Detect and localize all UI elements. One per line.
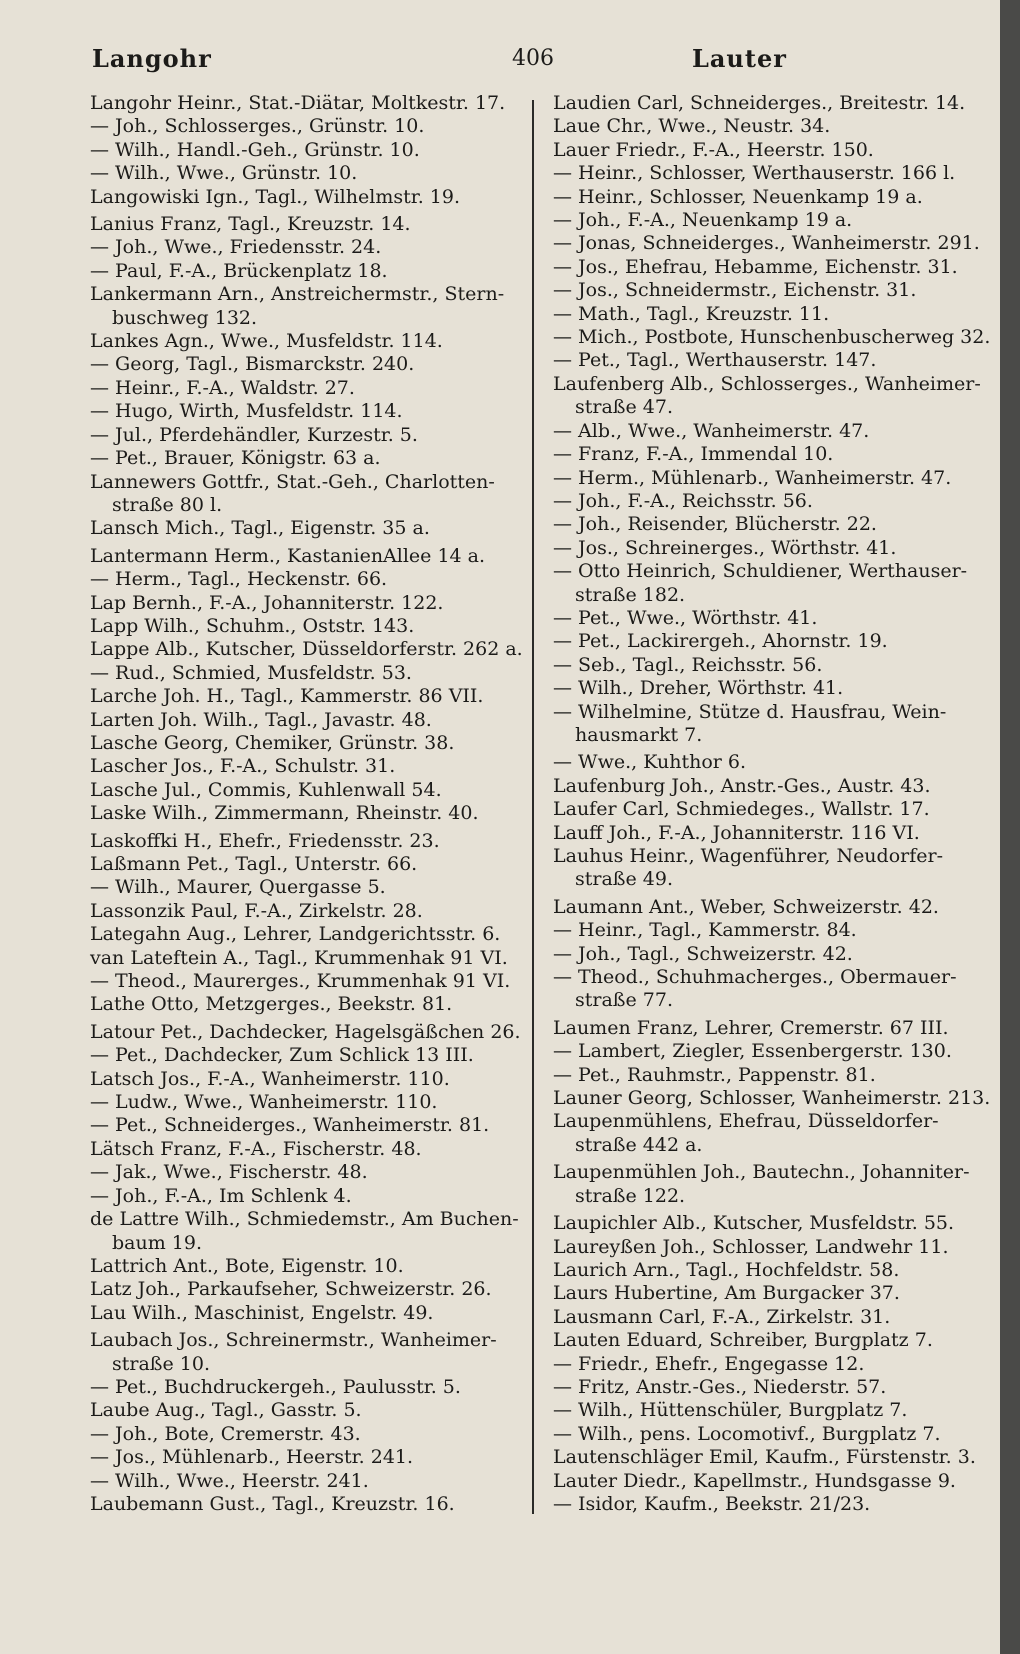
- directory-entry: [90, 1161, 510, 1184]
- directory-entry: [90, 732, 510, 755]
- entry-text: Lategahn Aug., Lehrer, Landgerichtsstr. 6.: [90, 923, 501, 946]
- entry-continuation: straße 77.: [575, 989, 673, 1012]
- directory-entry: [553, 919, 985, 942]
- entry-text: — Pet., Tagl., Werthauserstr. 147.: [553, 349, 877, 372]
- directory-entry: [553, 677, 985, 700]
- entry-text: — Joh., Tagl., Schweizerstr. 42.: [553, 942, 853, 965]
- entry-continuation: baum 19.: [112, 1231, 202, 1254]
- directory-entry: [90, 568, 510, 591]
- entry-text: Laumen Franz, Lehrer, Cremerstr. 67 III.: [553, 1016, 949, 1039]
- entry-text: Lathe Otto, Metzgerges., Beekstr. 81.: [90, 993, 453, 1016]
- entry-text: Launer Georg, Schlosser, Wanheimerstr. 213.: [553, 1087, 991, 1110]
- entry-text: Laudien Carl, Schneiderges., Breitestr. 14.: [553, 92, 966, 114]
- directory-entry: [90, 260, 510, 283]
- entry-text: Laske Wilh., Zimmermann, Rheinstr. 40.: [90, 802, 479, 825]
- entry-text: Laupichler Alb., Kutscher, Musfeldstr. 55.: [553, 1212, 955, 1235]
- directory-entry: [553, 1212, 985, 1235]
- directory-entry: [553, 232, 985, 255]
- directory-entry: [90, 330, 510, 353]
- entry-text: Lantermann Herm., KastanienAllee 14 a.: [90, 544, 486, 567]
- entry-text: Lasche Georg, Chemiker, Grünstr. 38.: [90, 731, 455, 754]
- directory-entry: [90, 424, 510, 447]
- entry-text: — Jos., Schneidermstr., Eichenstr. 31.: [553, 279, 917, 302]
- entry-text: Langohr Heinr., Stat.-Diätar, Moltkestr. 17.: [90, 92, 506, 114]
- entry-text: — Math., Tagl., Kreuzstr. 11.: [553, 302, 830, 325]
- directory-entry: [90, 755, 510, 778]
- directory-entry: [553, 560, 985, 607]
- entry-text: — Joh., Reisender, Blücherstr. 22.: [553, 513, 877, 536]
- entry-text: — Pet., Dachdecker, Zum Schlick 13 III.: [90, 1044, 474, 1067]
- directory-entry: [553, 1282, 985, 1305]
- directory-entry: [90, 400, 510, 423]
- entry-text: — Jak., Wwe., Fischerstr. 48.: [90, 1161, 368, 1184]
- entry-text: Lauer Friedr., F.-A., Heerstr. 150.: [553, 138, 874, 161]
- entry-text: — Theod., Schuhmacherges., Obermauer-: [553, 966, 957, 989]
- entry-text: — Joh., Bote, Cremerstr. 43.: [90, 1422, 361, 1445]
- entry-text: Lannewers Gottfr., Stat.-Geh., Charlotten-: [90, 470, 495, 493]
- entry-text: Laube Aug., Tagl., Gasstr. 5.: [90, 1399, 362, 1422]
- directory-entry: [553, 1306, 985, 1329]
- directory-entry: [553, 1110, 985, 1157]
- directory-entry: [90, 1446, 510, 1469]
- entry-text: — Wilh., Handl.-Geh., Grünstr. 10.: [90, 138, 420, 161]
- entry-text: — Friedr., Ehefr., Engegasse 12.: [553, 1352, 865, 1375]
- entry-continuation: straße 80 l.: [112, 493, 223, 516]
- directory-entry: [90, 592, 510, 615]
- directory-entry: [553, 1399, 985, 1422]
- page-header: [92, 44, 787, 78]
- entry-text: van Lateftein A., Tagl., Krummenhak 91 VI.: [90, 946, 508, 969]
- entry-text: Lautenschläger Emil, Kaufm., Fürstenstr. 3.: [553, 1446, 976, 1469]
- entry-text: — Herm., Tagl., Heckenstr. 66.: [90, 568, 388, 591]
- entry-text: Lanius Franz, Tagl., Kreuzstr. 14.: [90, 213, 411, 236]
- entry-continuation: straße 182.: [575, 583, 686, 606]
- directory-entry: [553, 1353, 985, 1376]
- entry-text: — Wilhelmine, Stütze d. Hausfrau, Wein-: [553, 700, 947, 723]
- directory-entry: [90, 353, 510, 376]
- entry-text: Laubemann Gust., Tagl., Kreuzstr. 16.: [90, 1492, 455, 1515]
- entry-continuation: buschweg 132.: [112, 306, 258, 329]
- directory-entry: [553, 513, 985, 536]
- entry-text: Latour Pet., Dachdecker, Hagelsgäßchen 26.: [90, 1020, 521, 1043]
- entry-text: — Jos., Ehefrau, Hebamme, Eichenstr. 31.: [553, 255, 958, 278]
- directory-entry: [90, 1423, 510, 1446]
- directory-entry: [553, 1329, 985, 1352]
- entry-text: Lauter Diedr., Kapellmstr., Hundsgasse 9.: [553, 1469, 956, 1492]
- entry-text: — Otto Heinrich, Schuldiener, Werthauser-: [553, 560, 968, 583]
- directory-entry: [553, 1423, 985, 1446]
- directory-entry: [90, 802, 510, 825]
- entry-text: — Wilh., Dreher, Wörthstr. 41.: [553, 677, 844, 700]
- entry-text: Laumann Ant., Weber, Schweizerstr. 42.: [553, 895, 939, 918]
- entry-continuation: straße 10.: [112, 1352, 210, 1375]
- directory-entry: [90, 709, 510, 732]
- directory-entry: [90, 830, 510, 853]
- entry-text: — Jos., Mühlenarb., Heerstr. 241.: [90, 1446, 414, 1469]
- directory-entry: [90, 1044, 510, 1067]
- directory-entry: [553, 256, 985, 279]
- directory-entry: [90, 993, 510, 1016]
- directory-entry: [553, 607, 985, 630]
- directory-entry: [553, 775, 985, 798]
- entry-text: — Alb., Wwe., Wanheimerstr. 47.: [553, 419, 870, 442]
- directory-entry: [90, 1329, 510, 1376]
- directory-entry: [90, 662, 510, 685]
- right-column: [553, 92, 991, 1516]
- directory-entry: [90, 1020, 521, 1044]
- directory-entry: [553, 751, 985, 774]
- entry-text: — Jos., Schreinerges., Wörthstr. 41.: [553, 536, 897, 559]
- entry-text: — Pet., Lackirergeh., Ahornstr. 19.: [553, 630, 888, 653]
- directory-entry: [90, 779, 510, 802]
- directory-entry: [553, 537, 985, 560]
- entry-text: — Joh., F.-A., Reichsstr. 56.: [553, 489, 813, 512]
- entry-text: — Jul., Pferdehändler, Kurzestr. 5.: [90, 423, 418, 446]
- entry-text: — Wilh., Wwe., Heerstr. 241.: [90, 1469, 369, 1492]
- directory-entry: [90, 1493, 510, 1516]
- entry-text: Larten Joh. Wilh., Tagl., Javastr. 48.: [90, 708, 432, 731]
- entry-text: — Pet., Brauer, Königstr. 63 a.: [90, 447, 381, 470]
- directory-entry: [553, 1161, 985, 1208]
- entry-text: — Pet., Schneiderges., Wanheimerstr. 81.: [90, 1114, 490, 1137]
- entry-continuation: straße 49.: [575, 868, 673, 891]
- directory-entry: [90, 1138, 510, 1161]
- entry-text: — Heinr., Schlosser, Neuenkamp 19 a.: [553, 185, 923, 208]
- entry-text: — Georg, Tagl., Bismarckstr. 240.: [90, 353, 415, 376]
- directory-entry: [553, 373, 985, 420]
- entry-continuation: straße 122.: [575, 1184, 686, 1207]
- entry-text: Lassonzik Paul, F.-A., Zirkelstr. 28.: [90, 899, 423, 922]
- entry-continuation: straße 442 a.: [575, 1133, 703, 1156]
- entry-text: Langowiski Ign., Tagl., Wilhelmstr. 19.: [90, 185, 461, 208]
- directory-entry: [90, 92, 510, 115]
- entry-text: — Pet., Buchdruckergeh., Paulusstr. 5.: [90, 1375, 461, 1398]
- directory-entry: [553, 490, 985, 513]
- directory-entry: [553, 186, 985, 209]
- directory-entry: [553, 845, 985, 892]
- directory-entry: [553, 1017, 985, 1040]
- directory-entry: [90, 139, 510, 162]
- directory-entry: [553, 1493, 985, 1516]
- directory-entry: [90, 545, 510, 568]
- entry-text: Laurs Hubertine, Am Burgacker 37.: [553, 1282, 900, 1305]
- directory-entry: [90, 638, 523, 661]
- directory-entry: [90, 1091, 510, 1114]
- entry-text: Lankermann Arn., Anstreichermstr., Stern-: [90, 283, 505, 306]
- entry-text: Lauhus Heinr., Wagenführer, Neudorfer-: [553, 845, 944, 867]
- directory-entry: [553, 279, 985, 302]
- directory-entry: [90, 1399, 510, 1422]
- entry-text: Larche Joh. H., Tagl., Kammerstr. 86 VII.: [90, 685, 484, 708]
- directory-entry: [553, 1064, 985, 1087]
- entry-text: de Lattre Wilh., Schmiedemstr., Am Buchen-: [90, 1208, 519, 1231]
- directory-entry: [553, 701, 985, 748]
- column-divider: [532, 100, 534, 1514]
- directory-entry: [90, 685, 510, 708]
- entry-text: Lappe Alb., Kutscher, Düsseldorferstr. 262 a.: [90, 638, 523, 661]
- directory-entry: [553, 349, 985, 372]
- directory-entry: [553, 326, 991, 349]
- entry-text: — Hugo, Wirth, Musfeldstr. 114.: [90, 400, 403, 423]
- entry-text: — Paul, F.-A., Brückenplatz 18.: [90, 259, 388, 282]
- directory-entry: [90, 115, 510, 138]
- entry-text: Laßmann Pet., Tagl., Unterstr. 66.: [90, 853, 418, 875]
- entry-text: — Isidor, Kaufm., Beekstr. 21/23.: [553, 1492, 871, 1515]
- directory-entry: [90, 1302, 510, 1325]
- directory-entry: [90, 900, 510, 923]
- entry-text: Laupenmühlen Joh., Bautechn., Johanniter-: [553, 1161, 970, 1184]
- directory-entry: [553, 303, 985, 326]
- directory-entry: [90, 947, 510, 970]
- directory-entry: [90, 377, 510, 400]
- entry-text: Lätsch Franz, F.-A., Fischerstr. 48.: [90, 1137, 422, 1160]
- directory-entry: [553, 798, 985, 821]
- directory-entry: [553, 966, 985, 1013]
- entry-text: — Pet., Wwe., Wörthstr. 41.: [553, 606, 818, 629]
- entry-text: — Herm., Mühlenarb., Wanheimerstr. 47.: [553, 466, 952, 489]
- directory-entry: [90, 1208, 519, 1255]
- entry-text: Latz Joh., Parkaufseher, Schweizerstr. 26.: [90, 1278, 492, 1301]
- directory-entry: [553, 896, 985, 919]
- directory-entry: [90, 1068, 510, 1091]
- entry-text: Lansch Mich., Tagl., Eigenstr. 35 a.: [90, 517, 430, 540]
- entry-text: Laurich Arn., Tagl., Hochfeldstr. 58.: [553, 1258, 900, 1281]
- entry-text: Laupenmühlens, Ehefrau, Düsseldorfer-: [553, 1110, 939, 1133]
- directory-entry: [90, 1114, 510, 1137]
- directory-entry: [90, 471, 510, 518]
- directory-entry: [553, 630, 985, 653]
- directory-entry: [553, 92, 985, 115]
- entry-text: — Franz, F.-A., Immendal 10.: [553, 443, 834, 466]
- entry-text: — Wwe., Kuhthor 6.: [553, 751, 747, 774]
- entry-text: — Joh., F.-A., Im Schlenk 4.: [90, 1184, 352, 1207]
- directory-entry: [90, 615, 510, 638]
- entry-text: — Mich., Postbote, Hunschenbuscherweg 32.: [553, 326, 991, 349]
- entry-text: Laufenberg Alb., Schlosserges., Wanheimer-: [553, 372, 981, 395]
- entry-text: — Jonas, Schneiderges., Wanheimerstr. 291.: [553, 232, 980, 255]
- entry-text: — Rud., Schmied, Musfeldstr. 53.: [90, 661, 412, 684]
- directory-entry: [553, 115, 985, 138]
- entry-text: — Wilh., Hüttenschüler, Burgplatz 7.: [553, 1399, 908, 1422]
- directory-entry: [90, 162, 510, 185]
- directory-entry: [90, 213, 510, 236]
- directory-entry: [553, 420, 985, 443]
- directory-entry: [90, 1255, 510, 1278]
- entry-text: — Wilh., Wwe., Grünstr. 10.: [90, 162, 358, 185]
- directory-entry: [553, 1087, 991, 1110]
- directory-entry: [553, 139, 985, 162]
- directory-entry: [553, 209, 985, 232]
- directory-entry: [553, 1259, 985, 1282]
- entry-text: Lau Wilh., Maschinist, Engelstr. 49.: [90, 1301, 434, 1324]
- entry-text: — Heinr., Tagl., Kammerstr. 84.: [553, 919, 857, 942]
- entry-text: Lap Bernh., F.-A., Johanniterstr. 122.: [90, 591, 444, 614]
- entry-text: — Pet., Rauhmstr., Pappenstr. 81.: [553, 1063, 876, 1086]
- directory-entry: [90, 517, 510, 540]
- directory-entry: [553, 162, 985, 185]
- entry-text: Laureyßen Joh., Schlosser, Landwehr 11.: [553, 1235, 949, 1258]
- entry-text: Lauten Eduard, Schreiber, Burgplatz 7.: [553, 1329, 933, 1352]
- entry-text: Lausmann Carl, F.-A., Zirkelstr. 31.: [553, 1305, 891, 1328]
- entry-text: — Theod., Maurerges., Krummenhak 91 VI.: [90, 970, 511, 993]
- entry-text: — Wilh., Maurer, Quergasse 5.: [90, 876, 386, 899]
- entry-text: Laufer Carl, Schmiedeges., Wallstr. 17.: [553, 798, 930, 821]
- entry-continuation: straße 47.: [575, 396, 673, 419]
- directory-entry: [553, 1376, 985, 1399]
- entry-text: — Lambert, Ziegler, Essenbergerstr. 130.: [553, 1040, 952, 1063]
- directory-entry: [90, 970, 510, 993]
- entry-text: — Heinr., F.-A., Waldstr. 27.: [90, 376, 355, 399]
- directory-entry: [90, 876, 510, 899]
- directory-entry: [90, 1185, 510, 1208]
- entry-text: Lattrich Ant., Bote, Eigenstr. 10.: [90, 1254, 404, 1277]
- directory-entry: [90, 1470, 510, 1493]
- directory-entry: [90, 236, 510, 259]
- page-number: 406: [512, 46, 554, 71]
- directory-entry: [90, 853, 510, 876]
- directory-entry: [553, 1470, 985, 1493]
- entry-text: Laskoffki H., Ehefr., Friedensstr. 23.: [90, 829, 440, 852]
- entry-text: Laufenburg Joh., Anstr.-Ges., Austr. 43.: [553, 774, 931, 797]
- entry-text: — Fritz, Anstr.-Ges., Niederstr. 57.: [553, 1375, 887, 1398]
- directory-entry: [90, 1376, 510, 1399]
- entry-text: Lapp Wilh., Schuhm., Oststr. 143.: [90, 614, 415, 637]
- left-column: [90, 92, 523, 1516]
- entry-text: — Wilh., pens. Locomotivf., Burgplatz 7.: [553, 1422, 941, 1445]
- entry-text: Lascher Jos., F.-A., Schulstr. 31.: [90, 755, 396, 778]
- directory-entry: [553, 1040, 985, 1063]
- entry-text: — Joh., F.-A., Neuenkamp 19 a.: [553, 209, 853, 232]
- entry-text: Laue Chr., Wwe., Neustr. 34.: [553, 115, 831, 138]
- directory-entry: [553, 943, 985, 966]
- directory-entry: [90, 447, 510, 470]
- entry-text: — Ludw., Wwe., Wanheimerstr. 110.: [90, 1091, 438, 1114]
- directory-entry: [553, 654, 985, 677]
- entry-text: Lasche Jul., Commis, Kuhlenwall 54.: [90, 778, 442, 801]
- entry-text: Lankes Agn., Wwe., Musfeldstr. 114.: [90, 330, 443, 353]
- directory-entry: [553, 1236, 985, 1259]
- entry-text: — Heinr., Schlosser, Werthauserstr. 166 l.: [553, 162, 956, 185]
- entry-text: — Joh., Wwe., Friedensstr. 24.: [90, 236, 382, 259]
- entry-text: — Joh., Schlosserges., Grünstr. 10.: [90, 115, 425, 138]
- entry-text: Laubach Jos., Schreinermstr., Wanheimer-: [90, 1329, 497, 1352]
- directory-entry: [90, 1278, 510, 1301]
- directory-entry: [90, 283, 510, 330]
- directory-entry: [90, 186, 510, 209]
- entry-text: Lauff Joh., F.-A., Johanniterstr. 116 VI.: [553, 821, 920, 844]
- directory-entry: [553, 822, 985, 845]
- directory-entry: [553, 467, 985, 490]
- directory-entry: [90, 923, 510, 946]
- entry-text: Latsch Jos., F.-A., Wanheimerstr. 110.: [90, 1067, 450, 1090]
- directory-entry: [553, 443, 985, 466]
- entry-continuation: hausmarkt 7.: [575, 723, 703, 746]
- header-right-keyword: Lauter: [692, 44, 787, 73]
- entry-text: — Seb., Tagl., Reichsstr. 56.: [553, 653, 823, 676]
- header-left-keyword: Langohr: [92, 44, 212, 73]
- directory-entry: [553, 1446, 985, 1469]
